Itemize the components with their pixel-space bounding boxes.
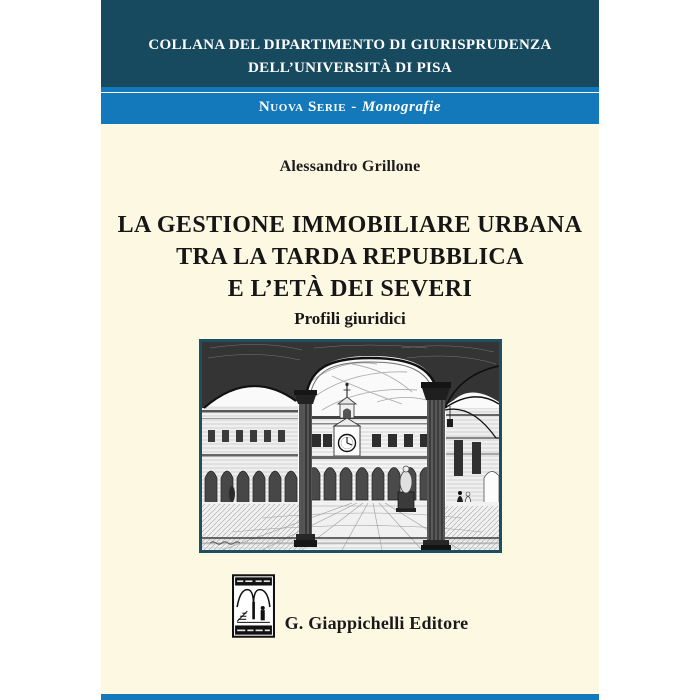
- series-name: Nuova Serie: [258, 99, 347, 115]
- cover-illustration-frame: [199, 339, 502, 553]
- series-band: [101, 87, 599, 124]
- series-line: [101, 99, 599, 116]
- title-line2: TRA LA TARDA REPUBBLICA: [176, 244, 524, 270]
- department-line1: COLLANA DEL DIPARTIMENTO DI GIURISPRUDENZA: [148, 37, 552, 53]
- left-wing: [202, 406, 298, 506]
- author-name: Alessandro Grillone: [279, 158, 421, 175]
- book-subtitle: Profili giuridici: [294, 309, 406, 328]
- title-line1: LA GESTIONE IMMOBILIARE URBANA: [117, 212, 583, 238]
- subseries-name: Monografie: [361, 99, 442, 115]
- publisher-block: [101, 574, 599, 638]
- series-band-rule: [101, 92, 599, 93]
- title-line3: E L’ETÀ DEI SEVERI: [227, 276, 473, 302]
- courtyard-pavement: [202, 502, 499, 550]
- book-title: [101, 209, 599, 305]
- department-band: [101, 0, 599, 87]
- bottom-band: [101, 694, 599, 700]
- courtyard-etching: [202, 342, 499, 550]
- publisher-name: G. Giappichelli Editore: [284, 613, 469, 633]
- department-line2: DELL’UNIVERSITÀ DI PISA: [248, 60, 452, 76]
- book-cover: [101, 0, 599, 700]
- series-separator: -: [351, 99, 357, 115]
- publisher-logo-icon: [232, 574, 275, 638]
